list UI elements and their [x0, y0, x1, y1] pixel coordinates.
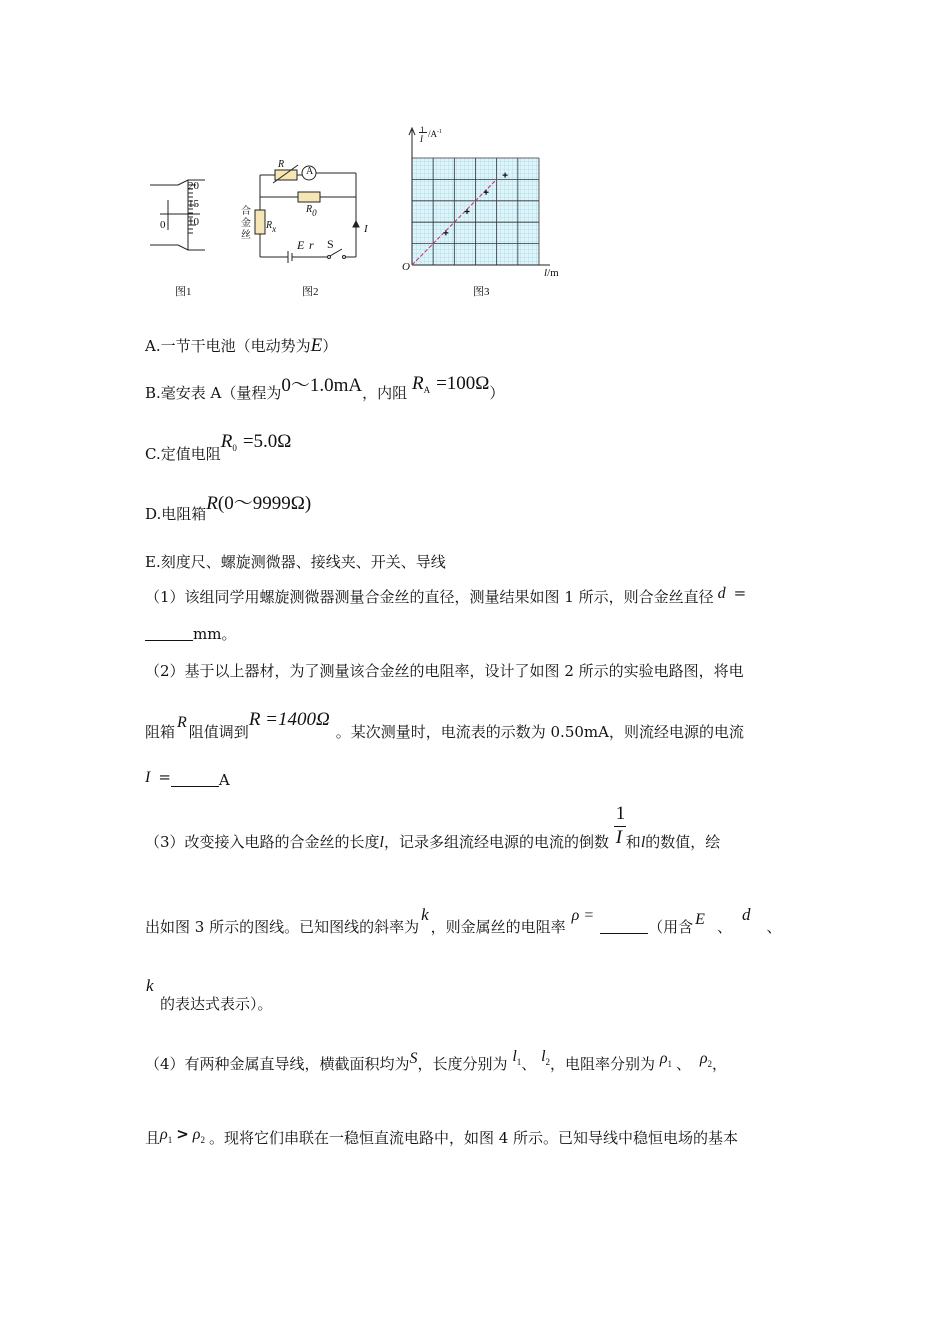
q1-line2: mm。	[145, 624, 236, 644]
fig2-label-R: R	[278, 159, 285, 170]
q3-k-var: k	[146, 976, 154, 995]
option-c: C.定值电阻$R^0 =5.0\Omega$	[145, 431, 292, 463]
q3-line2: 出如图 3 所示的图线。已知图线的斜率为k，则金属丝的电阻率ρ =（用含 E 、d、	[145, 905, 782, 936]
fig3-y-fraction-bar	[419, 132, 427, 133]
fig2-label-E: E	[297, 238, 305, 252]
q4-line1: （4）有两种金属直导线，横截面积均为S，长度分别为 $l^1$、 $l^2$，电阻率分别为 $\rho_1$ 、 $\rho_2$，	[145, 1048, 728, 1073]
fig3-caption: 图3	[473, 286, 490, 298]
fig1-scale-15: 15	[188, 198, 199, 210]
option-a: A.一节干电池（电动势为E）	[145, 335, 338, 356]
fig2-label-A: A	[306, 166, 314, 177]
q1-answer-blank[interactable]	[145, 626, 193, 641]
option-d: D.电阻箱R(0～9999Ω)	[145, 493, 312, 523]
fig2-wire-label-2: 金	[241, 218, 251, 229]
fig2-caption: 图2	[302, 286, 319, 298]
fig2-label-I: I	[364, 223, 368, 235]
q1-line1: （1）该组同学用螺旋测微器测量合金丝的直径，测量结果如图 1 所示，则合金丝直径 d =	[145, 584, 747, 606]
q3-line1: （3）改变接入电路的合金丝的长度l，记录多组流经电源的电流的倒数 $\frac{1}{I}$ 和l的数值，绘	[145, 803, 721, 851]
fig1-scale-10: 10	[188, 216, 199, 228]
q2-answer-blank[interactable]	[171, 772, 219, 787]
q3-fraction: $\frac{1}{I}$	[615, 803, 626, 848]
fig2-label-Rx: Rx	[266, 220, 277, 234]
fig2-label-r: r	[309, 238, 314, 252]
q3-answer-blank[interactable]	[600, 919, 648, 934]
fig1-caption: 图1	[175, 286, 192, 298]
option-e: E.刻度尺、螺旋测微器、接线夹、开关、导线	[145, 553, 446, 571]
fig2-wire-label-3: 丝	[241, 230, 251, 241]
fig3-y-den: I	[420, 134, 423, 144]
figure-1-micrometer	[140, 170, 220, 255]
q3-line3: 的表达式表示）。	[160, 995, 273, 1013]
fig2-label-R0: R0	[306, 204, 317, 218]
fig3-origin: O	[402, 261, 410, 273]
q4-line2: 且$\rho_1 > \rho_2$ 。现将它们串联在一稳恒直流电路中，如图 4 所示。已知导线中稳恒电场的基本	[145, 1125, 739, 1147]
q2-line2: 阻箱R阻值调到R =1400Ω。某次测量时，电流表的示数为 0.50mA，则流经电源的电流	[145, 709, 744, 741]
fig2-label-S: S	[327, 237, 334, 251]
fig3-y-num: 1	[420, 125, 425, 135]
fig1-zero-label: 0	[160, 219, 166, 231]
fig3-y-unit: $/A^{-1}$	[428, 129, 442, 139]
fig1-scale-20: 20	[188, 180, 199, 192]
fig3-x-label: l/m	[544, 267, 559, 279]
option-b: B.毫安表 A（量程为0～1.0mA，内阻 $R^A =100\Omega$）	[145, 373, 505, 402]
q2-line1: （2）基于以上器材，为了测量该合金丝的电阻率，设计了如图 2 所示的实验电路图，将电	[145, 662, 744, 680]
q2-line3: I = A	[145, 768, 230, 789]
fig2-wire-label-1: 合	[241, 206, 251, 217]
figure-3-graph	[400, 125, 575, 275]
